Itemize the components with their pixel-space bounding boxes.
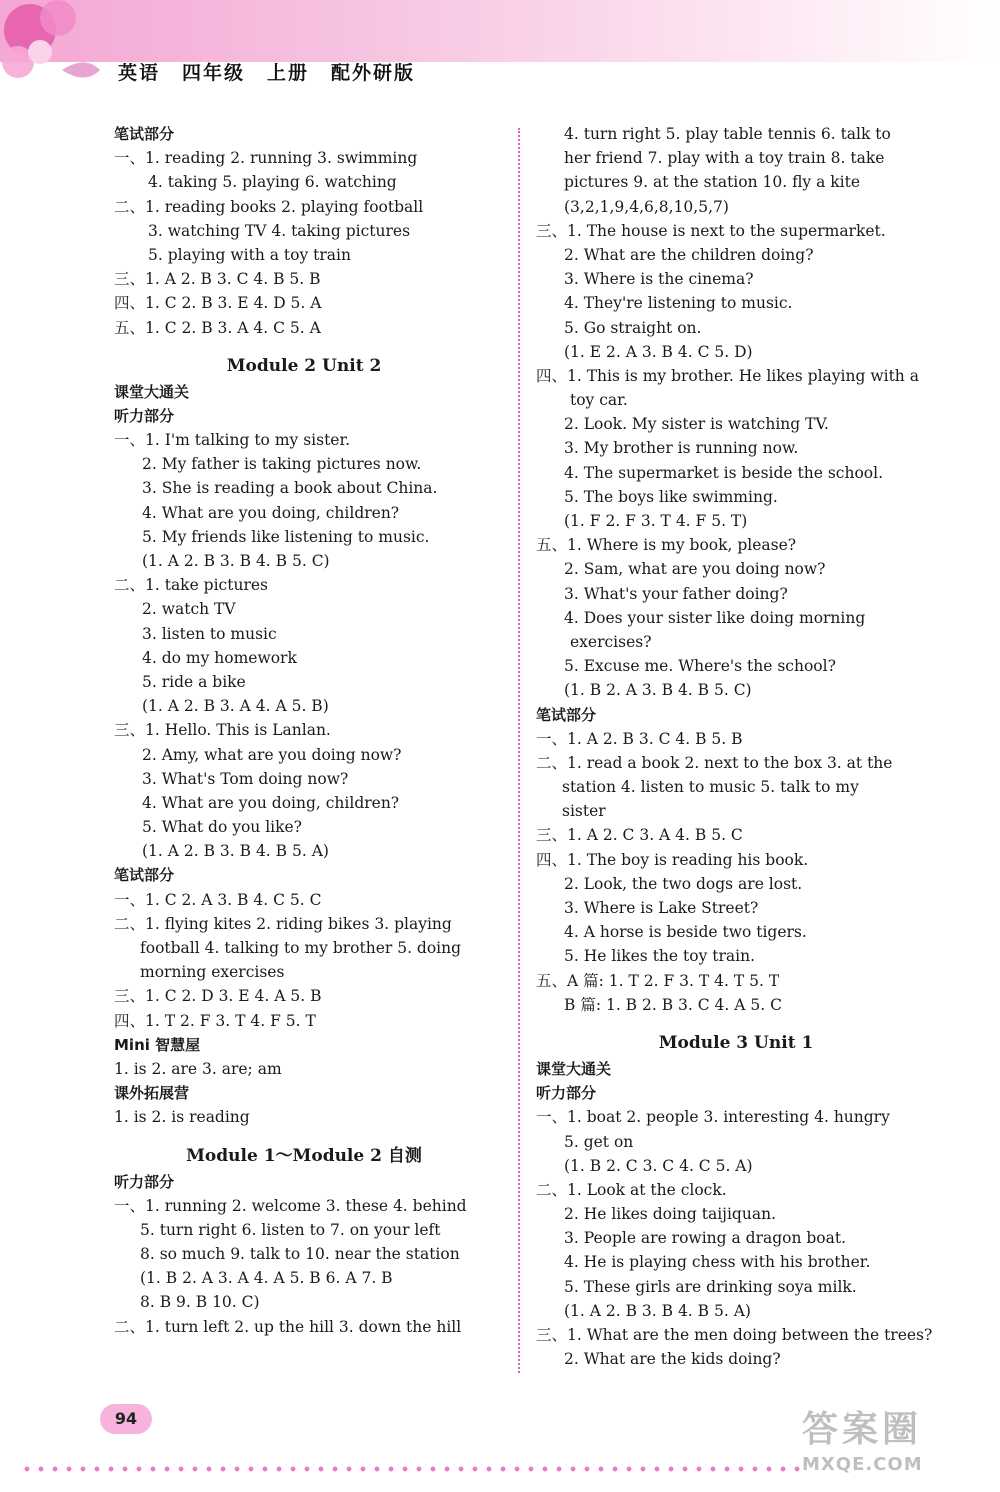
answer-line: 二、1. reading books 2. playing football: [114, 197, 424, 216]
flower-decoration-icon: [0, 0, 110, 100]
answer-line: 一、1. C 2. A 3. B 4. C 5. C: [114, 890, 322, 909]
answer-line: (1. A 2. B 3. A 4. A 5. B): [142, 697, 329, 716]
answer-line: 5. My friends like listening to music.: [142, 527, 430, 546]
answer-line: 3. What's Tom doing now?: [142, 769, 349, 788]
answer-line: 2. My father is taking pictures now.: [142, 455, 422, 474]
section-heading: Mini 智慧屋: [114, 1035, 201, 1054]
left-column: [114, 122, 494, 1339]
answer-line: (3,2,1,9,4,6,8,10,5,7): [564, 197, 729, 216]
answer-line: 二、1. take pictures: [114, 576, 268, 595]
page-number: 94: [100, 1404, 152, 1434]
answer-line: her friend 7. play with a toy train 8. take: [564, 149, 885, 168]
answer-line: sister: [562, 802, 606, 821]
answer-line: 4. taking 5. playing 6. watching: [148, 173, 397, 192]
answer-line: 4. The supermarket is beside the school.: [564, 463, 883, 482]
answer-line: 2. What are the kids doing?: [564, 1350, 781, 1369]
column-divider: [518, 128, 520, 1373]
answer-line: 一、1. A 2. B 3. C 4. B 5. B: [536, 729, 743, 748]
watermark-logo-text: 答案圈: [802, 1409, 923, 1450]
answer-line: 四、1. The boy is reading his book.: [536, 850, 809, 869]
answer-line: 五、1. C 2. B 3. A 4. C 5. A: [114, 318, 321, 337]
answer-line: 5. turn right 6. listen to 7. on your left: [140, 1220, 441, 1239]
module-title: Module 3 Unit 1: [658, 1032, 814, 1053]
section-heading: 笔试部分: [114, 125, 175, 143]
answer-line: 四、1. C 2. B 3. E 4. D 5. A: [114, 294, 322, 313]
answer-line: (1. B 2. C 3. C 4. C 5. A): [564, 1156, 753, 1175]
answer-line: toy car.: [570, 391, 628, 410]
answer-line: 3. What's your father doing?: [564, 584, 788, 603]
answer-line: 4. What are you doing, children?: [142, 503, 400, 522]
section-heading: 课堂大通关: [536, 1059, 612, 1078]
answer-line: (1. E 2. A 3. B 4. C 5. D): [564, 342, 753, 361]
answer-line: 2. Look. My sister is watching TV.: [564, 415, 829, 434]
answer-line: 三、1. What are the men doing between the trees?: [536, 1326, 933, 1344]
answer-line: 二、1. turn left 2. up the hill 3. down the hill: [114, 1317, 462, 1336]
answer-line: 5. Go straight on.: [564, 318, 702, 337]
answer-line: 8. B 9. B 10. C): [140, 1293, 260, 1312]
answer-line: (1. A 2. B 3. B 4. B 5. A): [142, 842, 329, 861]
answer-line: 2. watch TV: [142, 600, 236, 619]
answer-line: 三、1. A 2. C 3. A 4. B 5. C: [536, 826, 743, 845]
answer-line: 四、1. T 2. F 3. T 4. F 5. T: [114, 1011, 316, 1030]
answer-line: (1. A 2. B 3. B 4. B 5. C): [142, 552, 330, 570]
answer-line: 五、A 篇: 1. T 2. F 3. T 4. T 5. T: [536, 971, 780, 990]
answer-line: 5. The boys like swimming.: [564, 487, 778, 506]
answer-line: 二、1. Look at the clock.: [536, 1180, 727, 1199]
dotted-border: [20, 1462, 800, 1476]
answer-line: 4. He is playing chess with his brother.: [564, 1253, 871, 1272]
section-heading: 课外拓展营: [114, 1084, 190, 1103]
answer-line: 5. What do you like?: [142, 818, 302, 837]
answer-line: 5. He likes the toy train.: [564, 947, 755, 966]
answer-line: 5. Excuse me. Where's the school?: [564, 657, 836, 676]
module-title: Module 1～Module 2 自测: [186, 1145, 422, 1166]
answer-line: 2. He likes doing taijiquan.: [564, 1205, 776, 1224]
section-heading: 听力部分: [114, 1172, 175, 1191]
answer-line: (1. A 2. B 3. B 4. B 5. A): [564, 1301, 751, 1320]
answer-line: 3. My brother is running now.: [564, 439, 799, 458]
header-band: [0, 0, 1000, 62]
answer-line: 1. is 2. are 3. are; am: [114, 1059, 282, 1078]
answer-line: 4. turn right 5. play table tennis 6. talk to: [564, 125, 891, 143]
answer-line: 5. These girls are drinking soya milk.: [564, 1277, 857, 1296]
answer-line: (1. F 2. F 3. T 4. F 5. T): [564, 512, 748, 530]
answer-line: 4. A horse is beside two tigers.: [564, 923, 807, 942]
answer-line: 4. Does your sister like doing morning: [564, 608, 866, 627]
answer-line: 2. Sam, what are you doing now?: [564, 560, 826, 579]
section-heading: 笔试部分: [114, 866, 175, 885]
answer-line: 一、1. I'm talking to my sister.: [114, 431, 351, 450]
answer-line: exercises?: [570, 632, 652, 651]
answer-line: B 篇: 1. B 2. B 3. C 4. A 5. C: [564, 995, 782, 1014]
watermark-url: MXQE.COM: [802, 1454, 923, 1475]
section-heading: 听力部分: [114, 406, 175, 425]
answer-line: 四、1. This is my brother. He likes playing with a: [536, 366, 919, 385]
answer-line: 三、1. C 2. D 3. E 4. A 5. B: [114, 987, 322, 1006]
answer-line: station 4. listen to music 5. talk to my: [562, 778, 859, 797]
right-column: [536, 122, 936, 1371]
answer-line: 一、1. boat 2. people 3. interesting 4. hungry: [536, 1108, 890, 1127]
answer-line: 3. People are rowing a dragon boat.: [564, 1229, 847, 1248]
answer-line: pictures 9. at the station 10. fly a kite: [564, 173, 861, 192]
book-title: 英语 四年级 上册 配外研版: [118, 62, 416, 84]
answer-line: (1. B 2. A 3. B 4. B 5. C): [564, 681, 752, 700]
answer-line: 三、1. The house is next to the supermarket.: [536, 221, 886, 240]
answer-line: 3. Where is the cinema?: [564, 270, 754, 289]
answer-line: 三、1. Hello. This is Lanlan.: [114, 721, 331, 740]
answer-line: 4. do my homework: [142, 648, 297, 667]
answer-line: 4. They're listening to music.: [564, 294, 793, 313]
answer-line: 1. is 2. is reading: [114, 1108, 250, 1127]
answer-line: 3. Where is Lake Street?: [564, 899, 759, 917]
answer-line: 一、1. reading 2. running 3. swimming: [114, 149, 418, 168]
answer-line: football 4. talking to my brother 5. doing: [140, 939, 462, 957]
answer-line: 5. get on: [564, 1132, 634, 1151]
answer-line: 5. ride a bike: [142, 672, 246, 691]
answer-line: 2. Look, the two dogs are lost.: [564, 874, 803, 893]
answer-line: 4. What are you doing, children?: [142, 793, 400, 812]
answer-line: 8. so much 9. talk to 10. near the station: [140, 1245, 460, 1264]
answer-line: 三、1. A 2. B 3. C 4. B 5. B: [114, 270, 321, 289]
answer-line: 二、1. flying kites 2. riding bikes 3. playing: [114, 914, 452, 933]
module-title: Module 2 Unit 2: [226, 355, 382, 376]
answer-line: 二、1. read a book 2. next to the box 3. at the: [536, 753, 893, 772]
answer-line: 五、1. Where is my book, please?: [536, 536, 797, 555]
section-heading: 听力部分: [536, 1084, 597, 1103]
answer-line: 3. listen to music: [142, 624, 277, 643]
answer-line: 一、1. running 2. welcome 3. these 4. behind: [114, 1196, 467, 1215]
answer-line: morning exercises: [140, 963, 285, 982]
answer-line: (1. B 2. A 3. A 4. A 5. B 6. A 7. B: [140, 1269, 393, 1288]
answer-line: 3. She is reading a book about China.: [142, 479, 438, 498]
section-heading: 笔试部分: [536, 705, 597, 724]
answer-line: 5. playing with a toy train: [148, 245, 351, 264]
section-heading: 课堂大通关: [114, 382, 190, 401]
answer-line: 2. What are the children doing?: [564, 245, 814, 264]
watermark: [802, 1408, 992, 1488]
answer-line: 2. Amy, what are you doing now?: [142, 745, 402, 764]
answer-line: 3. watching TV 4. taking pictures: [148, 221, 411, 240]
